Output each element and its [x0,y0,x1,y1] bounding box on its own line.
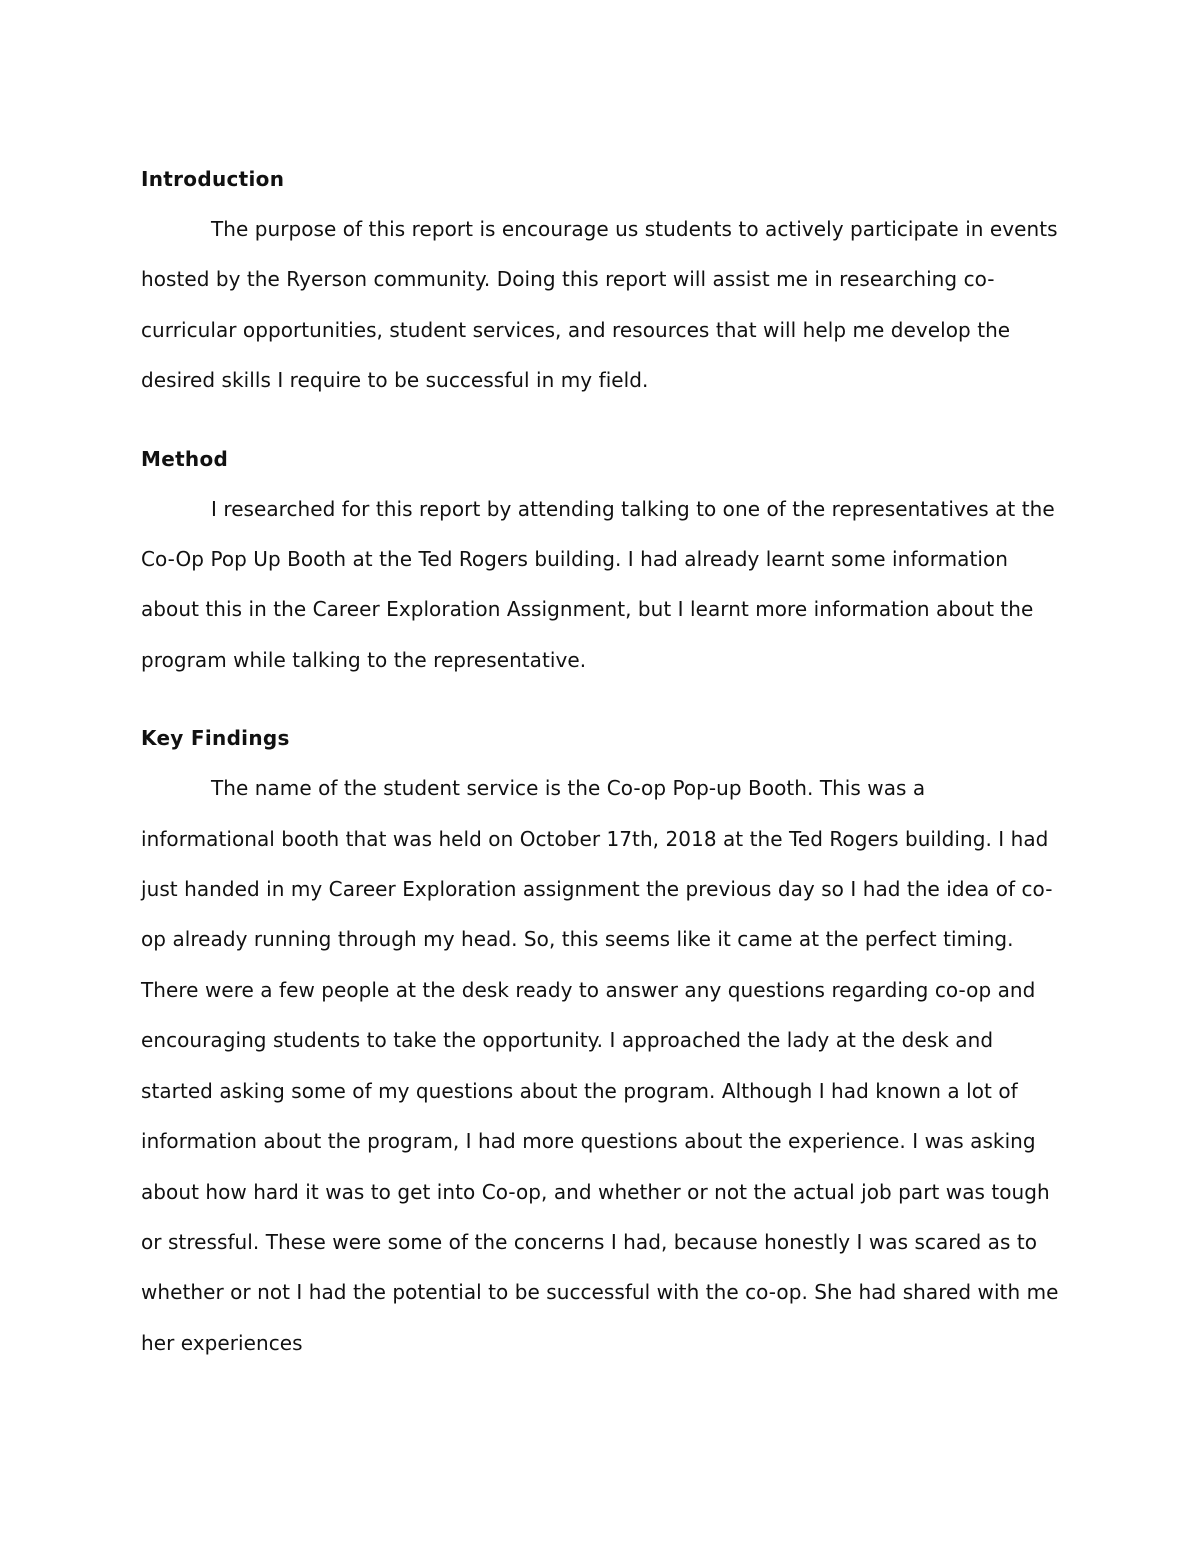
section-heading: Introduction [141,167,285,191]
section-heading: Method [141,446,229,471]
section-heading: Key Findings [141,726,290,751]
section-method [141,441,1061,686]
section-paragraph: The purpose of this report is encourage us students to actively participate in events hosted by the Ryerson community. Doing this report will assist me in researching co-curricular opportunities, student services, and resources that will help me develop the desired skills I require to be successful in my field. [141,217,1058,393]
section-paragraph: I researched for this report by attending talking to one of the representatives at the Co-Op Pop Up Booth at the Ted Rogers building. I had already learnt some information about this in the Career Exploration Assignment, but I learnt more information about the program while talking to the representative. [141,496,1055,672]
document-body [141,161,1061,1368]
section-introduction [141,161,1061,406]
section-paragraph: The name of the student service is the Co-op Pop-up Booth. This was a informational booth that was held on October 17th, 2018 at the Ted Rogers building. I had just handed in my Career Exploration assignment the previous day so I had the idea of co-op already running through my head. So, this seems like it came at the perfect timing. There were a few people at the desk ready to answer any questions regarding co-op and encouraging students to take the opportunity. I approached the lady at the desk and started asking some of my questions about the program. Although I had known a lot of information about the program, I had more questions about the experience. I was asking about how hard it was to get into Co-op, and whether or not the actual job part was tough or stressful. These were some of the concerns I had, because honestly I was scared as to whether or not I had the potential to be successful with the co-op. She had shared with me her experiences [141,776,1059,1355]
section-key-findings [141,720,1061,1368]
